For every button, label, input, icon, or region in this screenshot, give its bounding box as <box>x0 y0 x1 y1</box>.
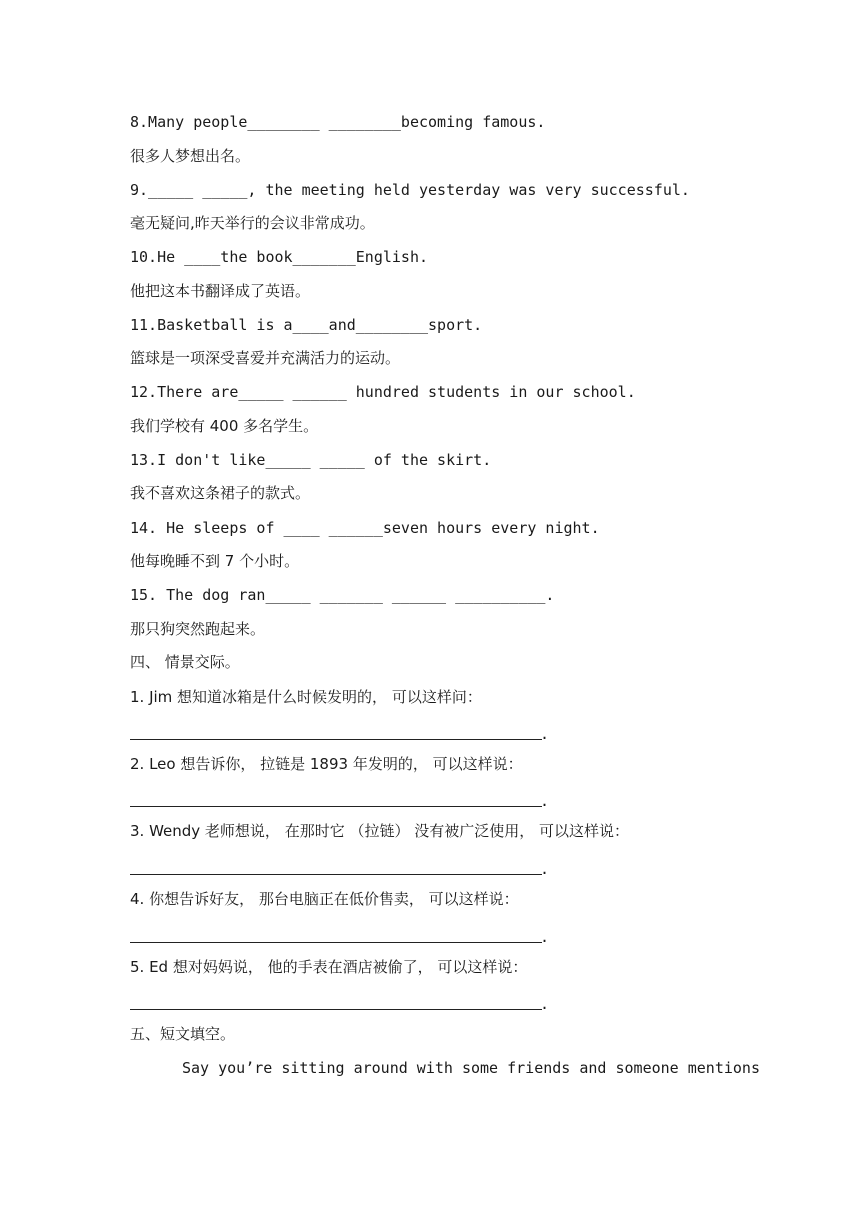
answer-period-3: . <box>540 860 550 878</box>
question-10: 10.He ____the book_______English. <box>130 248 429 266</box>
situation-4: 4. 你想告诉好友， 那台电脑正在低价售卖， 可以这样说： <box>130 890 519 908</box>
answer-period-2: . <box>540 792 550 810</box>
situation-1: 1. Jim 想知道冰箱是什么时候发明的， 可以这样问： <box>130 688 482 706</box>
answer-line-5[interactable] <box>130 989 542 1010</box>
answer-period-1: . <box>540 725 550 743</box>
question-8: 8.Many people________ ________becoming famous. <box>130 113 546 131</box>
answer-period-5: . <box>540 995 550 1013</box>
situation-2: 2. Leo 想告诉你， 拉链是 1893 年发明的， 可以这样说： <box>130 755 523 773</box>
question-12: 12.There are_____ ______ hundred students in our school. <box>130 383 636 401</box>
question-15-translation: 那只狗突然跑起来。 <box>130 620 266 638</box>
question-15: 15. The dog ran_____ _______ ______ __________. <box>130 586 555 604</box>
question-11-translation: 篮球是一项深受喜爱并充满活力的运动。 <box>130 349 401 367</box>
answer-line-2[interactable] <box>130 786 542 807</box>
question-14: 14. He sleeps of ____ ______seven hours every night. <box>130 519 600 537</box>
question-10-translation: 他把这本书翻译成了英语。 <box>130 282 311 300</box>
answer-line-1[interactable] <box>130 719 542 740</box>
question-8-translation: 很多人梦想出名。 <box>130 147 251 165</box>
situation-5: 5. Ed 想对妈妈说， 他的手表在酒店被偷了， 可以这样说： <box>130 958 528 976</box>
section-4-heading: 四、 情景交际。 <box>130 653 240 671</box>
question-9-translation: 毫无疑问,昨天举行的会议非常成功。 <box>130 214 375 232</box>
answer-period-4: . <box>540 928 550 946</box>
question-9: 9._____ _____, the meeting held yesterday was very successful. <box>130 181 690 199</box>
section-5-heading: 五、短文填空。 <box>130 1025 236 1043</box>
passage-first-line: Say you’re sitting around with some friends and someone mentions <box>182 1059 760 1077</box>
question-14-translation: 他每晚睡不到 7 个小时。 <box>130 552 300 570</box>
answer-line-3[interactable] <box>130 854 542 875</box>
question-13-translation: 我不喜欢这条裙子的款式。 <box>130 484 311 502</box>
question-13: 13.I don't like_____ _____ of the skirt. <box>130 451 492 469</box>
question-12-translation: 我们学校有 400 多名学生。 <box>130 417 319 435</box>
situation-3: 3. Wendy 老师想说， 在那时它 （拉链） 没有被广泛使用， 可以这样说： <box>130 822 630 840</box>
question-11: 11.Basketball is a____and________sport. <box>130 316 483 334</box>
answer-line-4[interactable] <box>130 922 542 943</box>
